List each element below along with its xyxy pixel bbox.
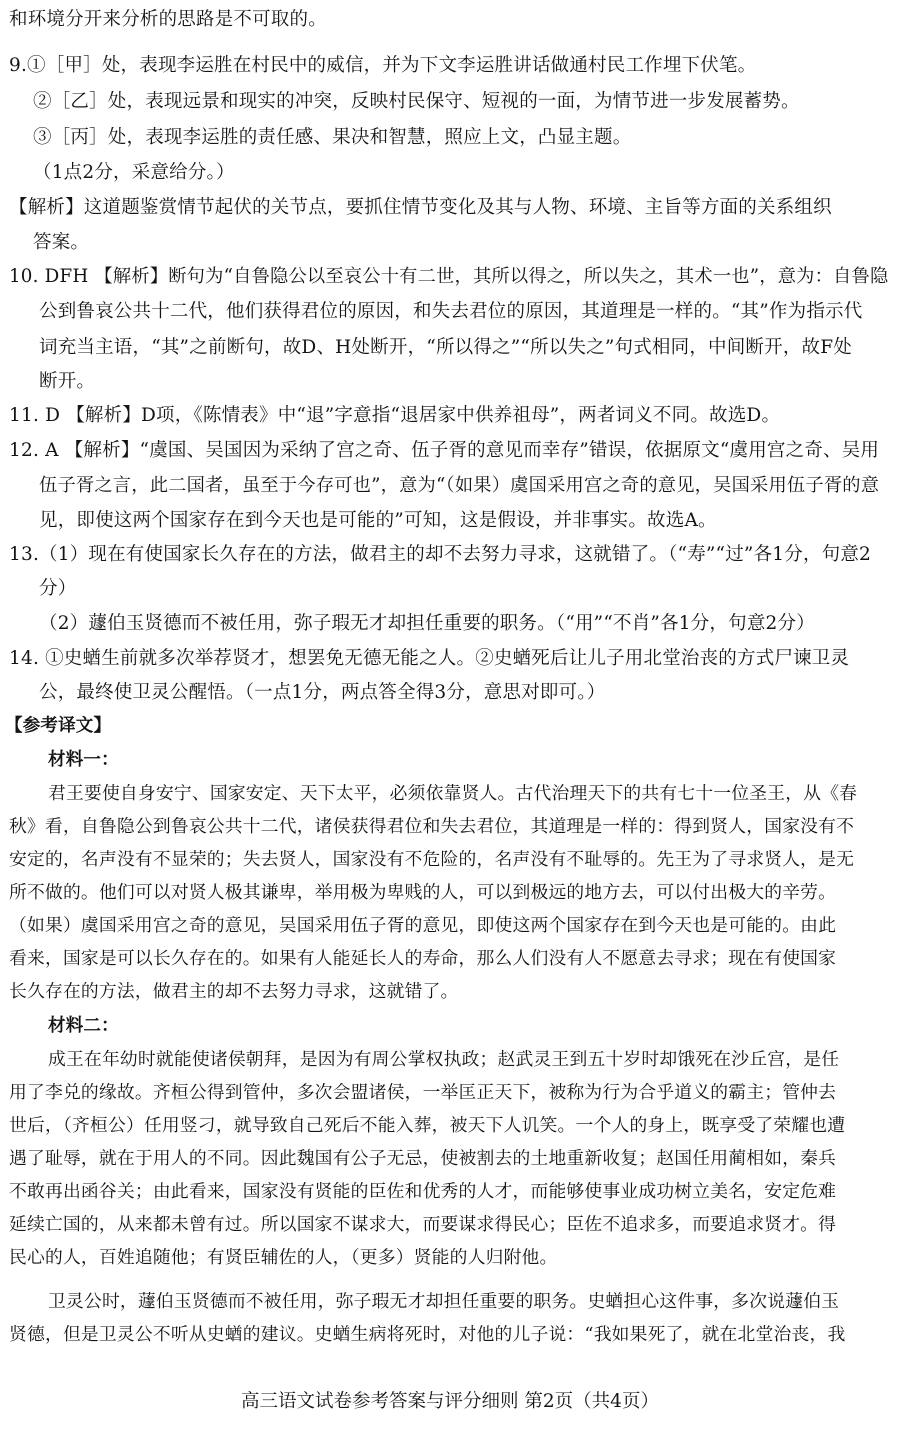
text-line: 和环境分开来分析的思路是不可取的。 (9, 9, 327, 30)
answer-13-line: 13.（1）现在有使国家长久存在的方法，做君主的却不去努力寻求，这就错了。（“寿”“过”各1分，句意2 (9, 544, 872, 565)
material-two-heading: 材料二： (48, 1016, 119, 1036)
answer-14-line: 公，最终使卫灵公醒悟。（一点1分，两点答全得3分，意思对即可。） (39, 682, 606, 703)
translation-paragraph-line: 所不做的。他们可以对贤人极其谦卑，举用极为卑贱的人，可以到极远的地方去，可以付出极大的辛劳。 (9, 882, 837, 903)
translation-paragraph-line: 贤德，但是卫灵公不听从史蝤的建议。史蝤生病将死时，对他的儿子说：“我如果死了，就在北堂治丧，我 (9, 1324, 846, 1345)
translation-paragraph-line: 君王要使自身安宁、国家安定、天下太平，必须依靠贤人。古代治理天下的共有七十一位圣王，从《春 (48, 783, 858, 804)
translation-paragraph-line: 用了李兑的缘故。齐桓公得到管仲，多次会盟诸侯，一举匡正天下，被称为行为合乎道义的霸主；管仲去 (9, 1082, 837, 1103)
answer-10-line: 词充当主语，“其”之前断句，故D、H处断开，“所以得之”“所以失之”句式相同，中间断开，故F处 (39, 337, 852, 358)
translation-paragraph-line: 成王在年幼时就能使诸侯朝拜，是因为有周公掌权执政；赵武灵王到五十岁时却饿死在沙丘宫，是任 (48, 1049, 840, 1070)
page-footer: 高三语文试卷参考答案与评分细则 第2页（共4页） (241, 1391, 659, 1412)
answer-12-line: 12. A 【解析】“虞国、吴国因为采纳了宫之奇、伍子胥的意见而幸存”错误，依据原文“虞用宫之奇、吴用 (9, 440, 880, 461)
translation-paragraph-line: （如果）虞国采用宫之奇的意见，吴国采用伍子胥的意见，即使这两个国家存在到今天也是可能的。由此 (9, 915, 837, 936)
answer-13-line: （2）蘧伯玉贤德而不被任用，弥子瑕无才却担任重要的职务。（“用”“不肖”各1分，句意2分） (39, 613, 815, 634)
translation-paragraph-line: 秋》看，自鲁隐公到鲁哀公共十二代，诸侯获得君位和失去君位，其道理是一样的：得到贤人，国家没有不 (9, 816, 855, 837)
answer-10-line: 断开。 (39, 371, 96, 392)
translation-paragraph-line: 延续亡国的，从来都未曾有过。所以国家不谋求大，而要谋求得民心；臣佐不追求多，而要追求贤才。得 (9, 1214, 837, 1235)
answer-11-line: 11. D 【解析】D项，《陈情表》中“退”字意指“退居家中供养祖母”，两者词义不同。故选D。 (9, 405, 781, 426)
answer-12-line: 见，即使这两个国家存在到今天也是可能的”可知，这是假设，并非事实。故选A。 (39, 510, 717, 531)
answer-9-line: ③［丙］处，表现李运胜的责任感、果决和智慧，照应上文，凸显主题。 (33, 127, 632, 148)
answer-14-line: 14. ①史蝤生前就多次举荐贤才，想罢免无德无能之人。②史蝤死后让儿子用北堂治丧的方式尸谏卫灵 (9, 648, 850, 669)
translation-paragraph-line: 世后，（齐桓公）任用竖刁，就导致自己死后不能入葬，被天下人讥笑。一个人的身上，既享受了荣耀也遭 (9, 1115, 846, 1136)
analysis-line: 答案。 (33, 232, 90, 253)
reference-translation-heading: 【参考译文】 (5, 716, 112, 736)
answer-9-scoring: （1点2分，采意给分。） (33, 162, 235, 183)
translation-paragraph-line: 看来，国家是可以长久存在的。如果有人能延长人的寿命，那么人们没有人不愿意去寻求；现在有使国家 (9, 948, 837, 969)
translation-paragraph-line: 安定的，名声没有不显荣的；失去贤人，国家没有不危险的，名声没有不耻辱的。先王为了寻求贤人，是无 (9, 849, 855, 870)
translation-paragraph-line: 遇了耻辱，就在于用人的不同。因此魏国有公子无忌，使被割去的土地重新收复；赵国任用蔺相如，秦兵 (9, 1148, 837, 1169)
answer-12-line: 伍子胥之言，此二国者，虽至于今存可也”，意为“（如果）虞国采用宫之奇的意见，吴国采用伍子胥的意 (39, 475, 880, 496)
answer-10-line: 公到鲁哀公共十二代，他们获得君位的原因，和失去君位的原因，其道理是一样的。“其”作为指示代 (39, 301, 863, 322)
translation-paragraph-line: 卫灵公时，蘧伯玉贤德而不被任用，弥子瑕无才却担任重要的职务。史蝤担心这件事，多次说蘧伯玉 (48, 1291, 840, 1312)
answer-9-line: ②［乙］处，表现远景和现实的冲突，反映村民保守、短视的一面，为情节进一步发展蓄势。 (33, 91, 800, 112)
answer-10-line: 10. DFH 【解析】断句为“自鲁隐公以至哀公十有二世，其所以得之，所以失之，其术一也”，意为：自鲁隐 (9, 266, 889, 287)
analysis-line: 【解析】这道题鉴赏情节起伏的关节点，要抓住情节变化及其与人物、环境、主旨等方面的关系组织 (9, 197, 832, 218)
translation-paragraph-line: 民心的人，百姓追随他；有贤臣辅佐的人，（更多）贤能的人归附他。 (9, 1247, 558, 1268)
answer-13-line: 分） (39, 578, 77, 599)
translation-paragraph-line: 不敢再出函谷关；由此看来，国家没有贤能的臣佐和优秀的人才，而能够使事业成功树立美名，安定危难 (9, 1181, 837, 1202)
material-one-heading: 材料一： (48, 750, 119, 770)
answer-9-line: 9.①［甲］处，表现李运胜在村民中的威信，并为下文李运胜讲话做通村民工作埋下伏笔。 (9, 55, 757, 76)
translation-paragraph-line: 长久存在的方法，做君主的却不去努力寻求，这就错了。 (9, 981, 459, 1002)
